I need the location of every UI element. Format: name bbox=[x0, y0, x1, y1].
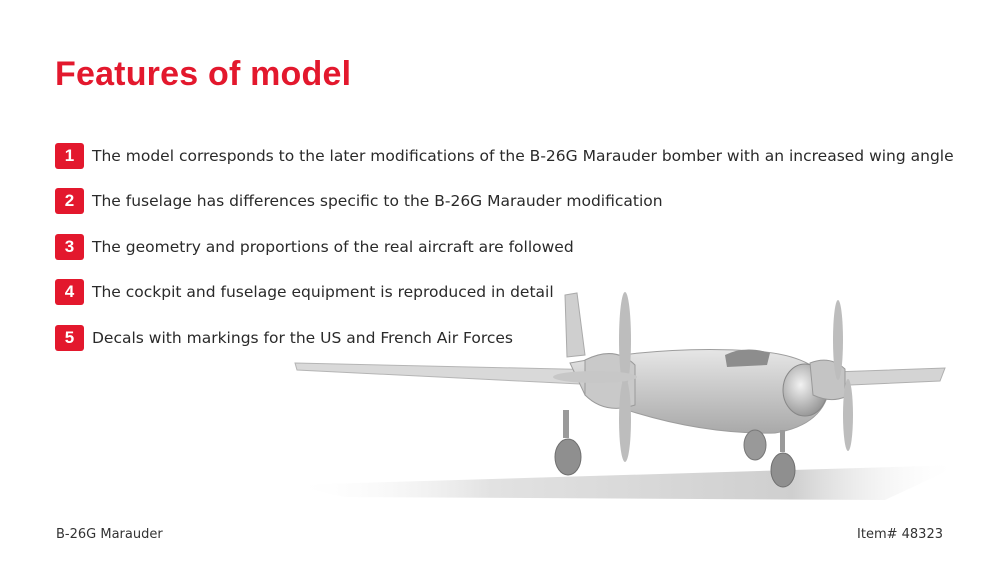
feature-item bbox=[55, 179, 954, 225]
footer-model-name: B-26G Marauder bbox=[56, 527, 163, 542]
feature-text: Decals with markings for the US and French Air Forces bbox=[92, 328, 514, 347]
feature-item bbox=[55, 224, 954, 270]
feature-item bbox=[55, 133, 954, 179]
page-title: Features of model bbox=[55, 55, 352, 93]
feature-number-badge: 4 bbox=[55, 279, 84, 305]
feature-text: The cockpit and fuselage equipment is reproduced in detail bbox=[92, 283, 554, 302]
footer-item-number: Item# 48323 bbox=[857, 527, 943, 542]
feature-number-badge: 5 bbox=[55, 325, 84, 351]
feature-text: The model corresponds to the later modifications of the B-26G Marauder bomber with an increased wing angle bbox=[92, 146, 954, 165]
feature-number-badge: 1 bbox=[55, 143, 84, 169]
feature-number-badge: 3 bbox=[55, 234, 84, 260]
feature-text: The geometry and proportions of the real aircraft are followed bbox=[92, 237, 574, 256]
feature-text: The fuselage has differences specific to the B-26G Marauder modification bbox=[92, 192, 663, 211]
feature-number-badge: 2 bbox=[55, 188, 84, 214]
aircraft-model-image bbox=[285, 285, 960, 500]
